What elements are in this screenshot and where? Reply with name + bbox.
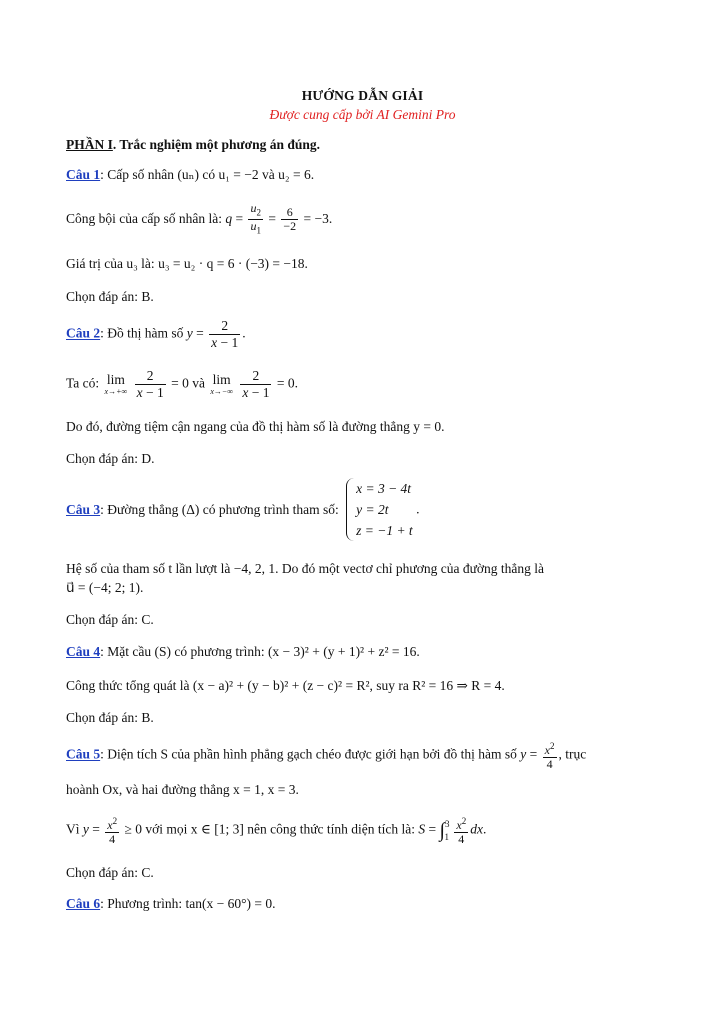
q3-vector: u⃗ = (−4; 2; 1). bbox=[66, 580, 144, 595]
q1-u3-text: Giá trị của u₃ là: bbox=[66, 256, 155, 271]
q5-because: Vì bbox=[66, 821, 80, 837]
q1-answer: Chọn đáp án: B. bbox=[66, 289, 154, 304]
q1-statement-line bbox=[66, 166, 314, 184]
q2-answer: Chọn đáp án: D. bbox=[66, 451, 155, 466]
q2-limits-line: Ta có: lim x→+∞ $\frac{2}{x - 1}$ = 0 và lim x→−∞ $\frac{2}{x - 1}$ = 0. bbox=[66, 368, 298, 400]
q2-limit-plus-inf: lim x→+∞ bbox=[104, 372, 128, 396]
q2-limit-minus-inf: lim x→−∞ bbox=[210, 372, 233, 396]
q5-statement: : Diện tích S của phần hình phẳng gạch chéo được giới hạn bởi đồ thị hàm số bbox=[100, 746, 517, 762]
q3-parametric-system bbox=[346, 478, 413, 541]
q1-label: Câu 1 bbox=[66, 167, 101, 182]
q1-fraction-6-neg2: $\frac{6}{-2}$ bbox=[283, 205, 297, 234]
page-title: HƯỚNG DẪN GIẢI bbox=[301, 88, 424, 103]
q1-fraction-u2-u1: $\frac{u_2}{u_1}$ bbox=[250, 201, 261, 236]
q1-u3-formula: u₃ = u₂ · q = 6 · (−3) = −18. bbox=[158, 256, 308, 271]
q5-line2: hoành Ox, và hai đường thẳng x = 1, x = 3. bbox=[66, 782, 299, 797]
section-label: PHẦN I bbox=[66, 137, 113, 152]
q3-statement-line: Câu 3: Đường thẳng (Δ) có phương trình tham số: x = 3 − 4t y = 2t z = −1 + t . bbox=[66, 478, 419, 541]
q1-ratio-result: = −3. bbox=[303, 210, 333, 226]
q4-label: Câu 4 bbox=[66, 644, 101, 659]
q5-function-fraction: $\frac{x^2}{4}$ bbox=[544, 741, 555, 771]
q3-eq-y: y = 2t bbox=[356, 502, 389, 517]
q3-coefficients: Hệ số của tham số t lần lượt là −4, 2, 1. Do đó một vectơ chỉ phương của đường thẳng là bbox=[66, 561, 545, 576]
q6-statement-line bbox=[66, 895, 275, 913]
q2-statement: : Đồ thị hàm số bbox=[100, 325, 184, 341]
q2-statement-line: Câu 2: Đồ thị hàm số y = $\frac{2}{x - 1}$ . bbox=[66, 318, 246, 350]
q1-u3-line bbox=[66, 255, 308, 273]
q2-conj: và bbox=[192, 375, 205, 391]
q3-eq-z: z = −1 + t bbox=[356, 523, 413, 538]
q2-function-fraction: $\frac{2}{x - 1}$ bbox=[211, 318, 239, 350]
q2-label: Câu 2 bbox=[66, 325, 101, 341]
q4-statement: : Mặt cầu (S) có phương trình: (x − 3)² + (y + 1)² + z² = 16. bbox=[100, 644, 420, 659]
integral-sign-icon: ∫ bbox=[439, 819, 445, 842]
page-subtitle: Được cung cấp bởi AI Gemini Pro bbox=[269, 107, 456, 122]
q6-statement: : Phương trình: tan(x − 60°) = 0. bbox=[100, 896, 276, 911]
section-heading bbox=[66, 136, 320, 154]
q3-answer: Chọn đáp án: C. bbox=[66, 612, 154, 627]
q2-conclusion: Do đó, đường tiệm cận ngang của đồ thị hàm số là đường thẳng y = 0. bbox=[66, 419, 445, 434]
q3-label: Câu 3 bbox=[66, 501, 101, 517]
q4-answer: Chọn đáp án: B. bbox=[66, 710, 154, 725]
q4-statement-line bbox=[66, 643, 420, 661]
q5-statement-line: Câu 5: Diện tích S của phần hình phẳng gạch chéo được giới hạn bởi đồ thị hàm số y = $\frac{x^2}{4}$ , trục bbox=[66, 741, 587, 771]
q4-general-formula: Công thức tổng quát là (x − a)² + (y − b)² + (z − c)² = R², suy ra R² = 16 ⇒ R = 4. bbox=[66, 678, 505, 693]
q1-ratio-text: Công bội của cấp số nhân là: bbox=[66, 210, 222, 226]
q5-answer: Chọn đáp án: C. bbox=[66, 865, 154, 880]
q5-label: Câu 5 bbox=[66, 746, 101, 762]
q1-ratio-line: Công bội của cấp số nhân là: q = $\frac{u_2}{u_1}$ = $\frac{6}{-2}$ = −3. bbox=[66, 201, 333, 236]
q5-because-mid: ≥ 0 với mọi x ∈ [1; 3] nên công thức tính diện tích là: bbox=[124, 821, 416, 837]
q1-statement: : Cấp số nhân (uₙ) có u₁ = −2 và u₂ = 6. bbox=[100, 167, 315, 182]
q3-eq-x: x = 3 − 4t bbox=[356, 481, 412, 496]
q3-statement: : Đường thẳng (Δ) có phương trình tham số: bbox=[100, 501, 339, 517]
q5-statement-end: , trục bbox=[558, 746, 587, 762]
q5-because-line: Vì y = $\frac{x^2}{4}$ ≥ 0 với mọi x ∈ [1; 3] nên công thức tính diện tích là: S = ∫$^3$1 $\frac{x^2}{4}$ dx. bbox=[66, 816, 487, 846]
section-title: . Trắc nghiệm một phương án đúng. bbox=[112, 137, 320, 152]
q6-label: Câu 6 bbox=[66, 896, 101, 911]
q2-intro: Ta có: bbox=[66, 375, 100, 391]
